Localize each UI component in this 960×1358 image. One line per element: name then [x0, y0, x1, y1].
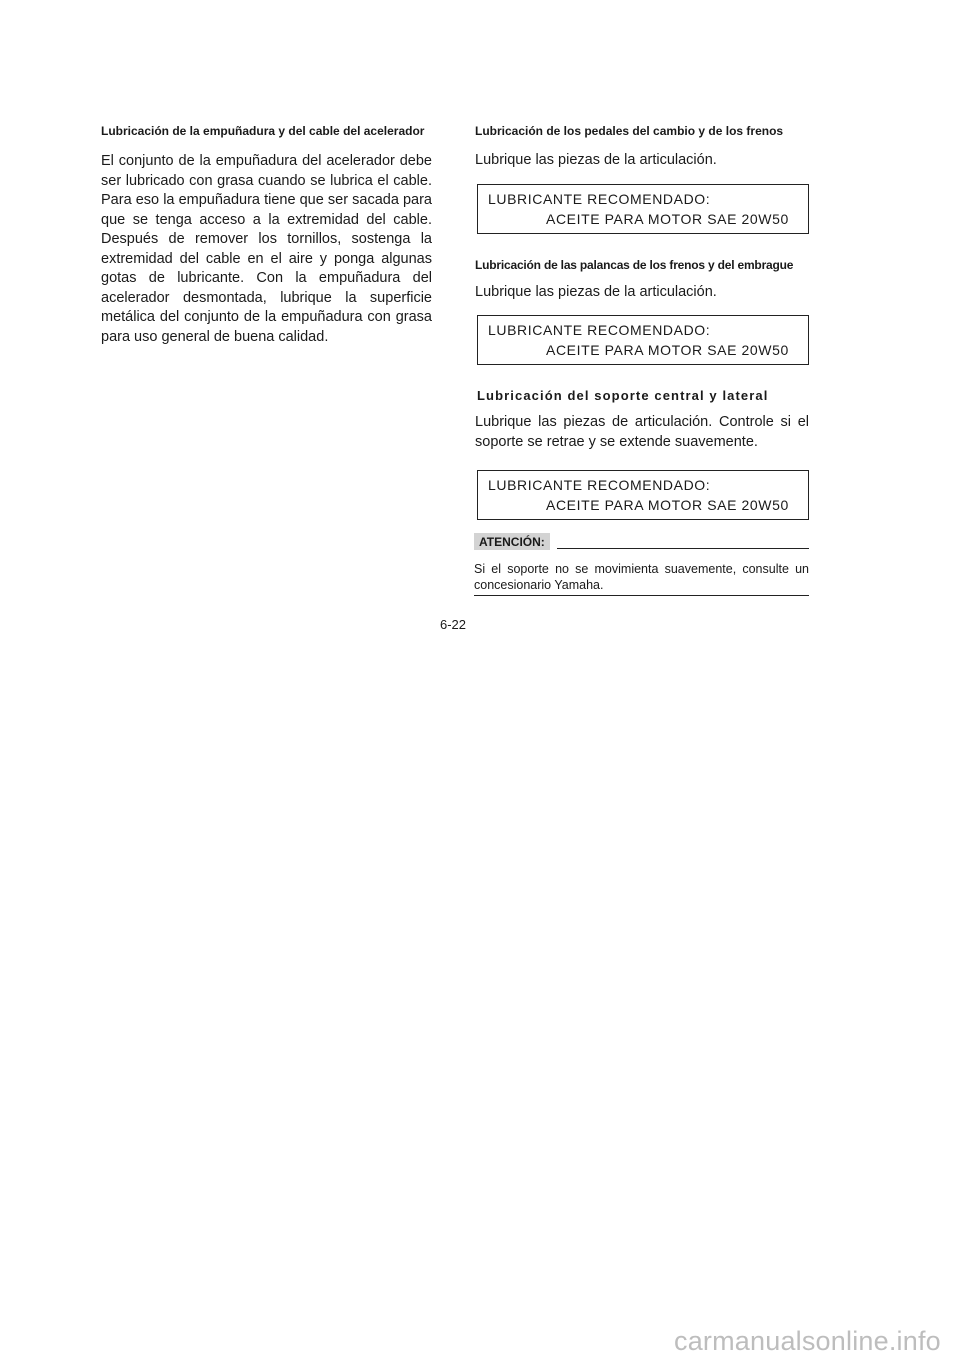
attention-badge: ATENCIÓN:: [474, 533, 550, 550]
levers-heading: Lubricación de las palancas de los frenos y del embrague: [475, 258, 794, 272]
pedals-heading: Lubricación de los pedales del cambio y de los frenos: [475, 124, 784, 138]
stand-heading: Lubricación del soporte central y lateral: [477, 388, 769, 403]
lubricant-value: ACEITE PARA MOTOR SAE 20W50: [546, 342, 789, 358]
lubricant-value: ACEITE PARA MOTOR SAE 20W50: [546, 211, 789, 227]
levers-lubricant-box: [477, 315, 809, 365]
attention-text: Si el soporte no se movimienta suavemente, consulte un concesionario Yamaha.: [474, 562, 809, 592]
attention-top-rule: [557, 548, 809, 549]
lubricant-label: LUBRICANTE RECOMENDADO:: [488, 191, 711, 207]
lubricant-value: ACEITE PARA MOTOR SAE 20W50: [546, 497, 789, 513]
page-number: 6-22: [440, 617, 467, 632]
watermark-text: carmanualsonline.info: [674, 1326, 941, 1356]
lubricant-label: LUBRICANTE RECOMENDADO:: [488, 477, 711, 493]
pedals-lubricant-box: [477, 184, 809, 234]
stand-text: Lubrique las piezas de articulación. Controle si el soporte se retrae y se extende suavemente.: [475, 414, 809, 450]
lubricant-label: LUBRICANTE RECOMENDADO:: [488, 322, 711, 338]
attention-bottom-rule: [474, 595, 809, 596]
levers-text: Lubrique las piezas de la articulación.: [475, 284, 717, 300]
pedals-text: Lubrique las piezas de la articulación.: [475, 152, 717, 168]
throttle-grip-heading: Lubricación de la empuñadura y del cable del acelerador: [101, 124, 425, 138]
throttle-grip-paragraph: El conjunto de la empuñadura del acelerador debe ser lubricado con grasa cuando se lubrica el cable. Para eso la empuñadura tiene que ser sacada para que se tenga acceso a la extremidad del cable. Después de remover los tornillos, sostenga la extremidad del cable en el aire y ponga algunas gotas de lubricante. Con la empuñadura del acelerador desmontada, lubrique la superficie metálica del conjunto de la empuñadura con grasa para uso general de buena calidad.: [101, 153, 432, 345]
stand-lubricant-box: [477, 470, 809, 520]
